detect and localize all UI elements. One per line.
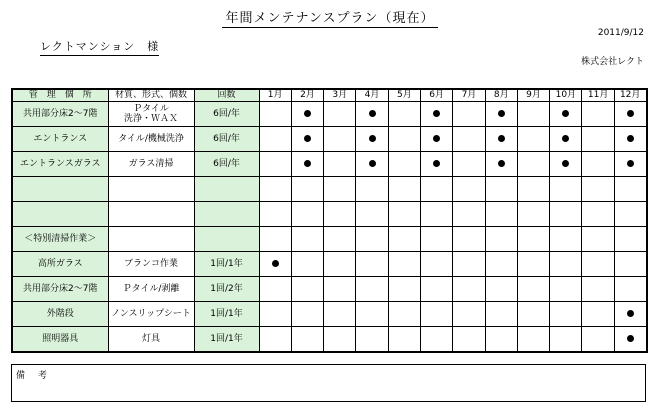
cell-month <box>259 177 291 202</box>
cell-month <box>291 277 323 302</box>
cell-month <box>582 227 614 252</box>
cell-month <box>291 202 323 227</box>
cell-month <box>388 177 420 202</box>
client-name: レクトマンション 様 <box>40 38 159 56</box>
cell-month <box>550 152 582 177</box>
header-material: 材質、形式、個数 <box>108 89 194 102</box>
cell-month <box>356 327 388 353</box>
cell-month <box>420 252 452 277</box>
cell-month <box>388 102 420 127</box>
cell-month <box>291 227 323 252</box>
cell-location: 外階段 <box>12 302 108 327</box>
cell-month <box>259 302 291 327</box>
cell-month <box>517 202 549 227</box>
cell-month <box>388 227 420 252</box>
cell-month <box>388 277 420 302</box>
cell-month <box>485 302 517 327</box>
cell-month <box>485 227 517 252</box>
cell-month <box>550 177 582 202</box>
schedule-dot-icon <box>304 160 311 167</box>
table-row <box>12 102 647 127</box>
table-row <box>12 252 647 277</box>
cell-month <box>485 252 517 277</box>
cell-location: ＜特別清掃作業＞ <box>12 227 108 252</box>
table-row <box>12 302 647 327</box>
table-row <box>12 227 647 252</box>
cell-month <box>517 277 549 302</box>
schedule-dot-icon <box>369 110 376 117</box>
cell-frequency: 1回/1年 <box>194 302 259 327</box>
header-month: 6月 <box>420 89 452 102</box>
cell-location <box>12 177 108 202</box>
table-row <box>12 202 647 227</box>
cell-frequency <box>194 202 259 227</box>
cell-month <box>550 302 582 327</box>
cell-month <box>550 277 582 302</box>
cell-month <box>259 277 291 302</box>
cell-month <box>291 252 323 277</box>
cell-month <box>517 302 549 327</box>
header-frequency: 回数 <box>194 89 259 102</box>
cell-month <box>614 102 646 127</box>
cell-month <box>614 302 646 327</box>
table-row <box>12 152 647 177</box>
schedule-dot-icon <box>627 335 634 342</box>
table-row <box>12 327 647 353</box>
cell-location: 照明器具 <box>12 327 108 353</box>
cell-material <box>108 202 194 227</box>
cell-month <box>324 302 356 327</box>
cell-month <box>517 252 549 277</box>
cell-month <box>356 152 388 177</box>
maintenance-schedule-table <box>11 88 648 353</box>
cell-month <box>324 102 356 127</box>
schedule-dot-icon <box>562 160 569 167</box>
cell-month <box>291 177 323 202</box>
cell-location: 共用部分床2～7階 <box>12 102 108 127</box>
remarks-box <box>11 364 646 402</box>
header-month: 8月 <box>485 89 517 102</box>
cell-month <box>453 277 485 302</box>
cell-frequency <box>194 177 259 202</box>
cell-month <box>356 277 388 302</box>
document-date: 2011/9/12 <box>597 28 644 38</box>
cell-month <box>324 252 356 277</box>
cell-month <box>582 327 614 353</box>
cell-month <box>356 227 388 252</box>
cell-material: Ｐタイル/剥離 <box>108 277 194 302</box>
cell-frequency <box>194 227 259 252</box>
cell-material: タイル/機械洗浄 <box>108 127 194 152</box>
schedule-dot-icon <box>562 110 569 117</box>
header-month: 4月 <box>356 89 388 102</box>
cell-month <box>259 227 291 252</box>
cell-location: エントランスガラス <box>12 152 108 177</box>
header-location: 管 理 個 所 <box>12 89 108 102</box>
cell-month <box>324 177 356 202</box>
cell-month <box>324 277 356 302</box>
cell-month <box>291 302 323 327</box>
cell-month <box>291 102 323 127</box>
cell-month <box>453 252 485 277</box>
cell-month <box>550 227 582 252</box>
cell-month <box>453 302 485 327</box>
cell-frequency: 1回/1年 <box>194 252 259 277</box>
cell-month <box>356 102 388 127</box>
cell-month <box>356 177 388 202</box>
cell-month <box>485 127 517 152</box>
remarks-label: 備 考 <box>16 371 50 381</box>
cell-month <box>550 127 582 152</box>
cell-month <box>582 202 614 227</box>
cell-month <box>485 202 517 227</box>
cell-month <box>485 327 517 353</box>
cell-material <box>108 227 194 252</box>
cell-month <box>388 302 420 327</box>
schedule-dot-icon <box>433 160 440 167</box>
cell-month <box>388 252 420 277</box>
header-month: 2月 <box>291 89 323 102</box>
header-month: 1月 <box>259 89 291 102</box>
header-month: 11月 <box>582 89 614 102</box>
cell-month <box>485 177 517 202</box>
schedule-dot-icon <box>433 110 440 117</box>
header-month: 5月 <box>388 89 420 102</box>
schedule-dot-icon <box>498 135 505 142</box>
cell-month <box>485 152 517 177</box>
cell-month <box>485 102 517 127</box>
cell-material <box>108 177 194 202</box>
cell-month <box>453 202 485 227</box>
schedule-dot-icon <box>433 135 440 142</box>
cell-month <box>388 152 420 177</box>
cell-month <box>614 177 646 202</box>
cell-month <box>517 127 549 152</box>
cell-frequency: 6回/年 <box>194 127 259 152</box>
schedule-dot-icon <box>498 110 505 117</box>
cell-month <box>582 177 614 202</box>
schedule-dot-icon <box>627 110 634 117</box>
cell-month <box>582 252 614 277</box>
cell-month <box>550 102 582 127</box>
cell-month <box>550 327 582 353</box>
header-month: 10月 <box>550 89 582 102</box>
cell-month <box>388 127 420 152</box>
header-month: 7月 <box>453 89 485 102</box>
cell-month <box>614 227 646 252</box>
cell-month <box>420 102 452 127</box>
cell-frequency: 1回/2年 <box>194 277 259 302</box>
cell-month <box>324 202 356 227</box>
cell-month <box>453 177 485 202</box>
cell-month <box>550 202 582 227</box>
cell-month <box>324 152 356 177</box>
cell-month <box>614 252 646 277</box>
company-name: 株式会社レクト <box>581 57 644 67</box>
schedule-dot-icon <box>272 260 279 267</box>
cell-month <box>517 177 549 202</box>
header-month: 3月 <box>324 89 356 102</box>
schedule-dot-icon <box>627 160 634 167</box>
cell-month <box>485 277 517 302</box>
cell-month <box>420 227 452 252</box>
cell-month <box>324 127 356 152</box>
schedule-dot-icon <box>627 310 634 317</box>
cell-month <box>453 152 485 177</box>
cell-month <box>517 102 549 127</box>
cell-month <box>453 327 485 353</box>
schedule-dot-icon <box>627 135 634 142</box>
cell-month <box>420 152 452 177</box>
cell-month <box>517 152 549 177</box>
cell-frequency: 6回/年 <box>194 152 259 177</box>
cell-month <box>291 152 323 177</box>
cell-location: 共用部分床2～7階 <box>12 277 108 302</box>
cell-month <box>582 277 614 302</box>
cell-material: ノンスリップシート <box>108 302 194 327</box>
table-row <box>12 127 647 152</box>
cell-location: エントランス <box>12 127 108 152</box>
table-row <box>12 177 647 202</box>
cell-frequency: 6回/年 <box>194 102 259 127</box>
cell-month <box>259 252 291 277</box>
cell-location: 高所ガラス <box>12 252 108 277</box>
cell-month <box>291 127 323 152</box>
cell-month <box>420 327 452 353</box>
schedule-dot-icon <box>498 160 505 167</box>
cell-month <box>614 277 646 302</box>
cell-month <box>356 202 388 227</box>
cell-month <box>420 127 452 152</box>
cell-month <box>388 202 420 227</box>
cell-month <box>614 202 646 227</box>
header-month: 12月 <box>614 89 646 102</box>
schedule-dot-icon <box>562 135 569 142</box>
cell-month <box>582 302 614 327</box>
cell-material: ガラス清掃 <box>108 152 194 177</box>
cell-material: ブランコ作業 <box>108 252 194 277</box>
table-row <box>12 277 647 302</box>
schedule-dot-icon <box>304 135 311 142</box>
cell-month <box>388 327 420 353</box>
cell-month <box>582 102 614 127</box>
header-month: 9月 <box>517 89 549 102</box>
cell-month <box>420 177 452 202</box>
page-title <box>0 7 660 26</box>
table-body <box>12 102 647 353</box>
cell-month <box>324 327 356 353</box>
cell-month <box>582 127 614 152</box>
cell-material: Ｐタイル 洗浄・ＷＡＸ <box>108 102 194 127</box>
page-title-text: 年間メンテナンスプラン（現在） <box>222 11 439 28</box>
cell-month <box>582 152 614 177</box>
cell-month <box>259 152 291 177</box>
cell-material: 灯具 <box>108 327 194 353</box>
cell-month <box>291 327 323 353</box>
cell-month <box>614 327 646 353</box>
cell-month <box>420 202 452 227</box>
schedule-dot-icon <box>369 135 376 142</box>
cell-month <box>356 302 388 327</box>
schedule-dot-icon <box>369 160 376 167</box>
cell-month <box>453 227 485 252</box>
cell-location <box>12 202 108 227</box>
cell-month <box>259 327 291 353</box>
cell-month <box>614 127 646 152</box>
cell-month <box>356 252 388 277</box>
cell-month <box>420 277 452 302</box>
cell-month <box>356 127 388 152</box>
cell-frequency: 1回/1年 <box>194 327 259 353</box>
cell-month <box>517 227 549 252</box>
table-header-row <box>12 89 647 102</box>
cell-month <box>517 327 549 353</box>
schedule-dot-icon <box>304 110 311 117</box>
cell-month <box>324 227 356 252</box>
cell-month <box>420 302 452 327</box>
cell-month <box>453 127 485 152</box>
cell-month <box>259 202 291 227</box>
cell-month <box>453 102 485 127</box>
cell-month <box>550 252 582 277</box>
cell-month <box>614 152 646 177</box>
cell-month <box>259 102 291 127</box>
cell-month <box>259 127 291 152</box>
